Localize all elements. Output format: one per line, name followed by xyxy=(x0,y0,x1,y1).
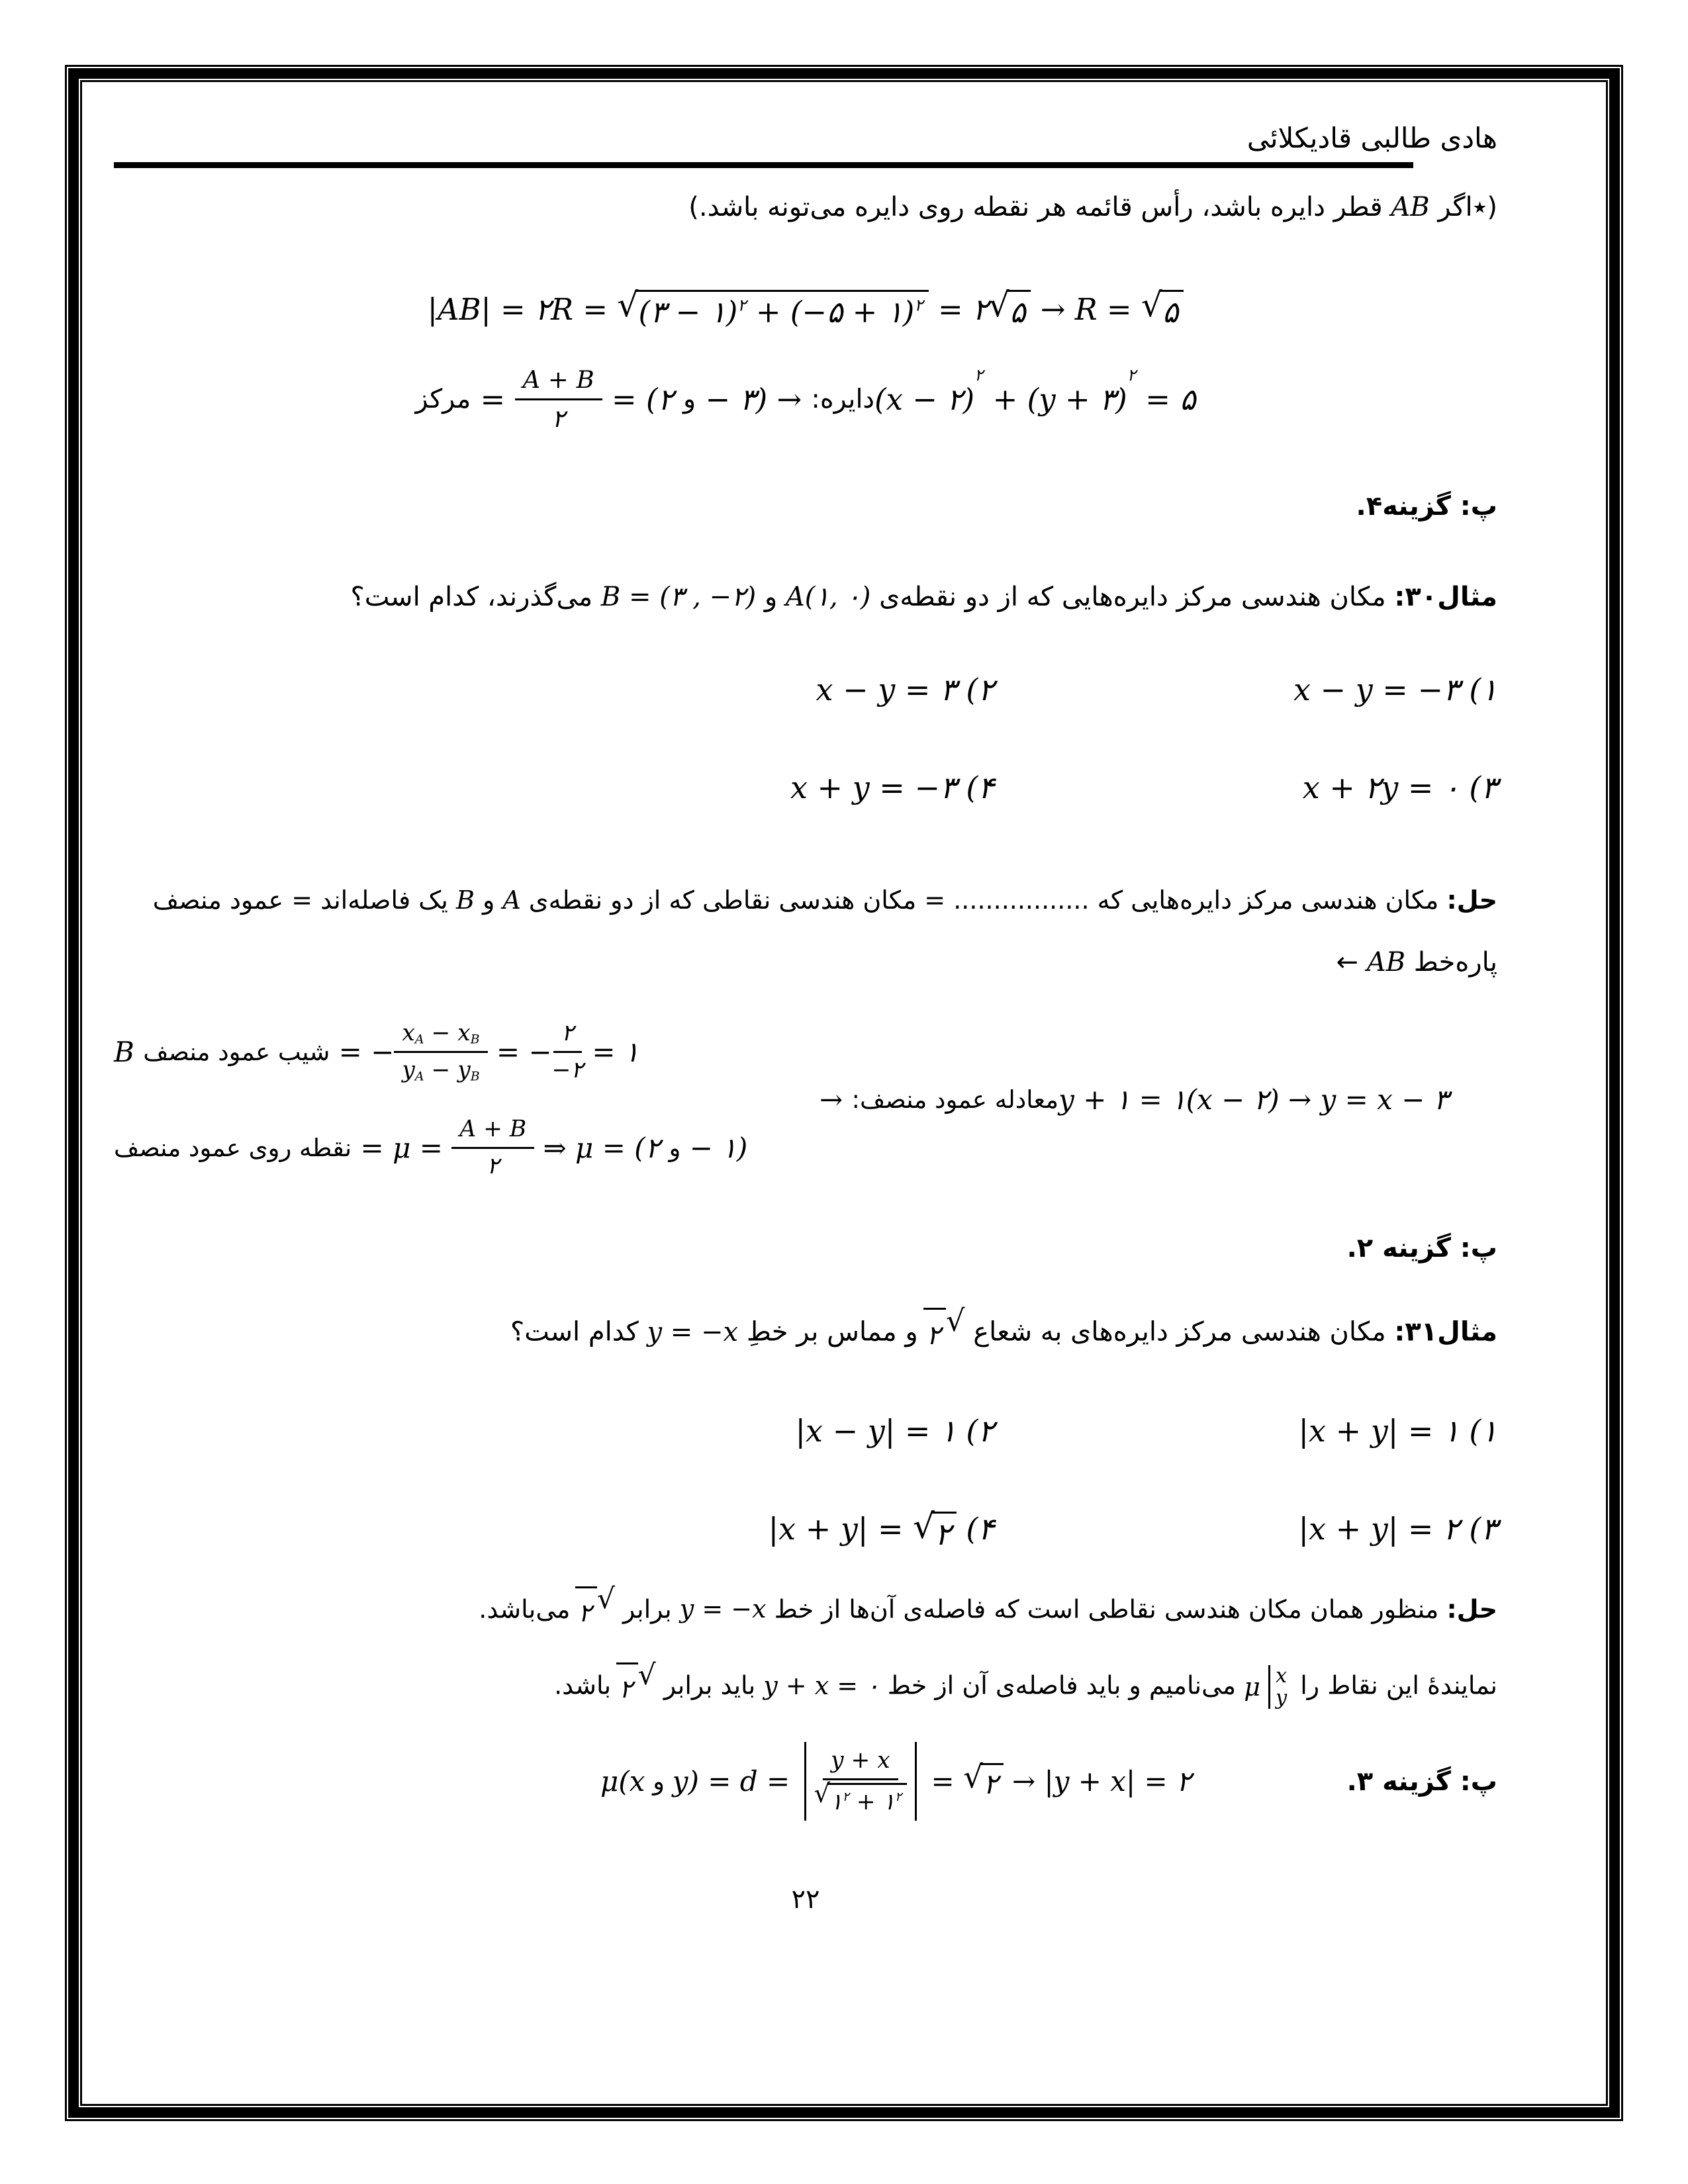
seg-m: |x + y| = ۲ (۳ xyxy=(1298,1511,1497,1547)
seg-m: = xyxy=(922,1765,964,1798)
seg-m: B = (۳ , −۲) xyxy=(600,581,757,612)
seg-m: ۲ xyxy=(578,1598,592,1627)
seg-frac xyxy=(394,1019,487,1085)
example30-options-row1 xyxy=(114,672,1497,707)
example31-option-4 xyxy=(491,1506,994,1552)
distance-answer-row xyxy=(114,1742,1497,1821)
seg-m: = − xyxy=(330,1036,395,1068)
seg-sqrt: √ ۵ xyxy=(988,290,1031,330)
seg-m: ۲ xyxy=(551,404,565,433)
page-border-thick xyxy=(68,68,1620,2118)
seg-fa: و xyxy=(645,1767,673,1796)
perp-bisector-block xyxy=(114,1019,1497,1181)
seg-m: μ( xyxy=(600,1765,630,1798)
seg-fab: مثال۳۱: xyxy=(1394,1316,1497,1347)
seg-sqrt: √ (۳ − ۱)$^۲$ + (−۵ + ۱)$^۲$ xyxy=(617,290,928,330)
seg-m: x xyxy=(629,1765,645,1798)
seg-fa: می‌نامیم و باید فاصله‌ی آن از خط xyxy=(879,1670,1244,1700)
seg-fa: باشد. xyxy=(554,1670,620,1700)
example31-option-1 xyxy=(994,1413,1497,1449)
seg-m: μ xyxy=(1244,1672,1268,1702)
seg-fa: و مماس بر خطِ xyxy=(738,1316,927,1347)
formula-ab-length xyxy=(114,285,1497,330)
seg-fa: می‌باشد. xyxy=(479,1594,579,1624)
seg-fa: و xyxy=(474,885,503,915)
seg-m: x xyxy=(402,1020,415,1047)
seg-m: (۴ xyxy=(956,1511,994,1547)
diameter-note-line xyxy=(114,184,1497,230)
example30-option-1 xyxy=(994,672,1497,707)
seg-frac xyxy=(451,1115,534,1181)
answer-ex31: پ: گزینه ۳. xyxy=(1346,1766,1497,1797)
midpoint-formula xyxy=(114,1115,747,1181)
seg-m: ۲ xyxy=(926,1320,941,1351)
seg-sqrt: √ ۲ xyxy=(963,1763,1004,1800)
solution31-line xyxy=(114,1582,1497,1635)
seg-m: = (۲ xyxy=(602,381,684,417)
seg-fa: مرکز xyxy=(415,384,471,415)
answer-ex29: پ: گزینه۴. xyxy=(1356,490,1497,522)
example31-option-3 xyxy=(994,1511,1497,1552)
seg-sub: B xyxy=(470,1069,480,1084)
seg-m: → xyxy=(820,1083,852,1116)
seg-m: y xyxy=(402,1057,415,1083)
seg-m: AB xyxy=(1391,191,1430,222)
seg-fa: معادله عمود منصف: xyxy=(851,1085,1059,1115)
seg-sup: ۲ xyxy=(1127,365,1136,385)
seg-m: x + y = −۳ (۴ xyxy=(790,769,994,805)
seg-sqrt: √ ۵ xyxy=(1141,290,1184,330)
seg-m: − x xyxy=(424,1020,471,1047)
seg-sup: ۲ xyxy=(737,295,747,315)
seg-m: = ۱ xyxy=(583,1036,639,1068)
seg-sqrt: √ $۱^۲$ + $۱^۲$ xyxy=(814,1783,908,1817)
seg-fa: می‌گذرند، کدام است؟ xyxy=(350,581,601,612)
seg-fa: مکان هندسی مرکز دایره‌های به شعاع xyxy=(964,1316,1395,1347)
perp-equation-wrap xyxy=(782,1083,1497,1116)
perp-slope-formula xyxy=(114,1019,639,1085)
seg-frac xyxy=(515,364,602,435)
seg-m: ۵ xyxy=(1162,294,1179,330)
seg-m: A(۱, ۰) xyxy=(785,581,871,612)
seg-sup: ۲ xyxy=(914,295,923,315)
page-border-outer xyxy=(65,65,1623,2121)
distance-formula xyxy=(600,1742,1192,1821)
seg-sup: ۲ xyxy=(895,1789,902,1804)
seg-m: y + x xyxy=(831,1747,890,1774)
seg-fa: دایره: xyxy=(811,384,875,415)
seg-m: A + B xyxy=(459,1115,527,1142)
seg-fa: منظور همان مکان هندسی نقاطی است که فاصله‌ی آن‌ها از خط xyxy=(766,1594,1447,1624)
seg-m: y = −x xyxy=(679,1594,767,1624)
example30-option-4 xyxy=(491,770,994,805)
seg-m: |AB| = ۲R = xyxy=(427,292,618,328)
seg-frac xyxy=(552,1019,583,1085)
example31-options-row1 xyxy=(114,1413,1497,1449)
seg-fa: کدام است؟ xyxy=(510,1316,647,1347)
perp-bisector-formulas xyxy=(114,1019,782,1181)
seg-fa: یک فاصله‌اند = عمود منصف xyxy=(152,885,456,915)
seg-m: ۲ xyxy=(935,1516,951,1552)
seg-m: x + ۲y = ۰ (۳ xyxy=(1302,769,1497,805)
seg-m: y + ۱ = ۱(x − ۲) → y = x − ۳ xyxy=(1058,1083,1449,1116)
seg-frac xyxy=(814,1746,908,1817)
perp-equation xyxy=(820,1083,1497,1116)
seg-sqrt: √ ۲ xyxy=(913,1512,957,1552)
seg-fa: و xyxy=(756,581,786,612)
solution30-line xyxy=(114,878,1497,923)
seg-vec: x y xyxy=(1268,1665,1292,1709)
seg-fa: قطر دایره باشد، رأس قائمه هر نقطه روی دایره می‌تونه باشد.) xyxy=(688,191,1391,222)
seg-m: ⇒ μ = (۲ xyxy=(534,1131,669,1164)
seg-m: = μ = xyxy=(352,1131,452,1164)
seg-abs xyxy=(804,1742,917,1821)
seg-m: ۵ xyxy=(1009,294,1026,330)
example31-question xyxy=(114,1303,1497,1359)
seg-m: y + x = ۰ xyxy=(763,1670,880,1700)
seg-m: ۲ xyxy=(487,1152,499,1179)
seg-m: A xyxy=(502,885,521,915)
seg-m: − y xyxy=(424,1057,471,1083)
seg-m: + (y + ۳) xyxy=(983,381,1127,417)
seg-sub: A xyxy=(414,1069,424,1084)
header-author: هادی طالبی قادیکلائی xyxy=(1246,122,1497,154)
seg-sup: ۲ xyxy=(974,365,984,385)
seg-fa: پاره‌خط xyxy=(1405,947,1497,978)
seg-fa: برابر xyxy=(614,1594,680,1624)
seg-m: (۳ − ۱) xyxy=(638,294,738,330)
seg-fa: نمایندهٔ این نقاط را xyxy=(1292,1670,1497,1700)
seg-fab: حل: xyxy=(1446,1594,1497,1624)
example30-option-2 xyxy=(491,672,994,707)
example30-options-row2 xyxy=(114,770,1497,805)
seg-m: x − y = ۳ (۲ xyxy=(816,671,994,707)
seg-m: ۲ xyxy=(561,1020,574,1047)
page-number: ۲۲ xyxy=(791,1884,820,1915)
example30-option-3 xyxy=(994,770,1497,805)
seg-m: B xyxy=(114,1036,144,1068)
seg-m: ۲ xyxy=(619,1674,633,1704)
seg-m: −۲ xyxy=(551,1057,584,1083)
seg-m: ) = d = xyxy=(688,1765,799,1798)
seg-sub: A xyxy=(414,1032,424,1047)
seg-sqrt: √ ۲ xyxy=(578,1586,615,1635)
seg-m: → |y + x| = ۲ xyxy=(1003,1765,1192,1798)
seg-m: + ۱ xyxy=(849,1788,896,1815)
seg-sqrt: √ ۲ xyxy=(926,1308,964,1359)
seg-m: y xyxy=(672,1765,688,1798)
seg-fa: ← xyxy=(1336,947,1367,978)
seg-m: x − y = −۳ (۱ xyxy=(1293,671,1497,707)
seg-m: ۱ xyxy=(830,1788,843,1815)
page-border-inner xyxy=(80,80,1608,2106)
example31-option-2 xyxy=(491,1413,994,1449)
seg-m: |x + y| = xyxy=(768,1511,914,1547)
header-rule xyxy=(114,162,1413,168)
seg-m: − ۱) xyxy=(680,1131,748,1164)
seg-fa: باید برابر xyxy=(655,1670,764,1700)
seg-fab: مثال۳۰: xyxy=(1394,581,1497,612)
seg-m: → R = xyxy=(1031,292,1141,328)
seg-m: = − xyxy=(487,1036,552,1068)
example31-options-row2 xyxy=(114,1506,1497,1552)
seg-m: y = −x xyxy=(647,1316,739,1347)
seg-fa: مکان هندسی مرکز دایره‌هایی که ................. = مکان هندسی نقاطی که از دو نقطه‌ی xyxy=(520,885,1447,915)
seg-m: ۲ xyxy=(983,1767,998,1800)
seg-m: A + B xyxy=(522,365,594,394)
seg-fa: (٭اگر xyxy=(1429,191,1497,222)
seg-m: = xyxy=(471,381,515,417)
seg-sqrt: √ ۲ xyxy=(619,1662,656,1711)
seg-m: AB xyxy=(1366,947,1405,978)
seg-m: + (−۵ + ۱) xyxy=(746,294,915,330)
seg-fa: شیب عمود منصف xyxy=(143,1038,330,1066)
seg-m: |x + y| = ۱ (۱ xyxy=(1298,1413,1497,1449)
seg-m: = ۵ xyxy=(1135,381,1196,417)
page-content xyxy=(82,119,1606,1915)
seg-m: − ۳) → xyxy=(696,381,812,417)
seg-fa: و xyxy=(683,384,696,415)
seg-m: |x − y| = ۱ (۲ xyxy=(795,1413,994,1449)
seg-fa: نقطه روی عمود منصف xyxy=(114,1133,352,1162)
example30-question xyxy=(114,574,1497,620)
seg-sub: B xyxy=(470,1032,480,1047)
seg-fab: حل: xyxy=(1446,885,1497,915)
seg-m: B xyxy=(455,885,475,915)
representative-line xyxy=(114,1659,1497,1711)
seg-fa: مکان هندسی مرکز دایره‌هایی که از دو نقطه‌ی xyxy=(870,581,1395,612)
answer-ex30: پ: گزینه ۲. xyxy=(1346,1233,1497,1264)
seg-sup: ۲ xyxy=(842,1789,849,1804)
seg-g xyxy=(1244,1665,1292,1709)
seg-m: (x − ۲) xyxy=(874,381,975,417)
segment-ab-line xyxy=(114,939,1497,985)
seg-m: = ۲ xyxy=(928,292,989,328)
formula-circle-center xyxy=(114,364,1497,435)
seg-fa: و xyxy=(669,1133,681,1162)
